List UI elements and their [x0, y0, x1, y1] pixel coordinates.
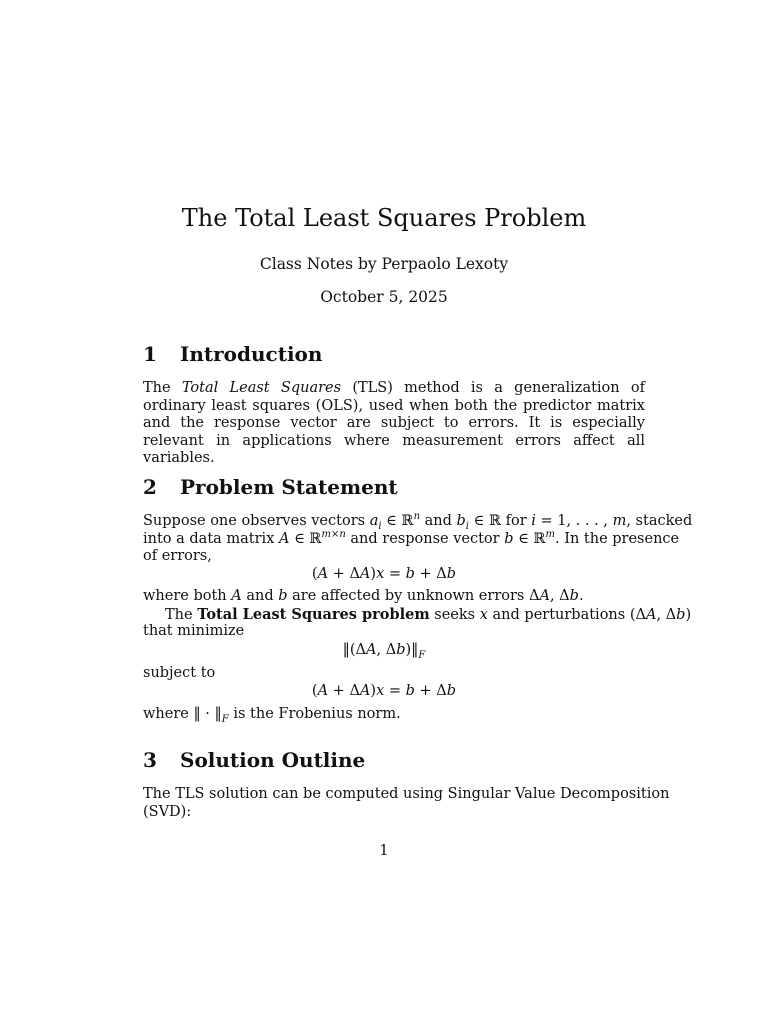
text-run: and [420, 513, 457, 529]
page-number: 1 [379, 843, 389, 859]
section-heading-problem-statement [143, 474, 398, 500]
tls-problem-line-2: that minimize [143, 623, 245, 639]
text-run: where both [143, 588, 232, 604]
math-inline: b ∈ ℝ$^m$ [504, 528, 556, 547]
text-run: for [501, 513, 532, 529]
text-run: and [241, 588, 279, 604]
text-run: Suppose one observes vectors [143, 513, 370, 529]
section-number: 1 [143, 342, 157, 366]
problem-line-2 [143, 528, 680, 549]
text-run: The [165, 606, 198, 623]
section-title: Problem Statement [180, 475, 398, 499]
equation-constraint: (A + ΔA)x = b + Δb [311, 683, 457, 699]
text-run: The [143, 380, 182, 396]
math-inline: i = 1, . . . , m [531, 513, 627, 529]
text-run: . In the presence [555, 530, 680, 547]
section-number: 2 [143, 475, 157, 499]
text-run: and response vector [345, 530, 505, 547]
frobenius-note-line: where ‖ · $‖_F$ is the Frobenius norm. [143, 706, 401, 725]
text-run: , stacked [626, 513, 693, 529]
problem-line-1 [143, 513, 692, 531]
problem-where-line: where both A and b are affected by unknown errors ΔA, Δb. [143, 588, 584, 604]
math-inline: $a_i$ ∈ ℝ$^n$ [369, 511, 421, 532]
math-inline: $b_i$ ∈ ℝ [456, 513, 502, 532]
text-run: and perturbations [487, 606, 630, 623]
section-title: Introduction [180, 342, 323, 366]
solution-line-1: The TLS solution can be computed using Singular Value Decomposition [143, 786, 670, 802]
author-line: Class Notes by Perpaolo Lexoty [259, 255, 509, 273]
equation-perturbed-system: (A + ΔA)x = b + Δb [311, 566, 457, 582]
text-run: is the Frobenius norm. [228, 706, 401, 722]
text-run: are affected by unknown errors [287, 588, 529, 604]
section-number: 3 [143, 748, 157, 772]
problem-line-3: of errors, [143, 548, 212, 564]
subject-to-line: subject to [143, 665, 216, 681]
text-run: seeks [429, 606, 480, 623]
section-title: Solution Outline [180, 748, 366, 772]
bold-term: Total Least Squares problem [197, 605, 430, 623]
solution-line-2: (SVD): [143, 803, 192, 820]
math-inline: A ∈ ℝ$^{m\times n}$ [278, 528, 346, 547]
text-run: (TLS) method is a generalization of ordinary least squares (OLS), used when both the predictor matrix and the response vector are subject to errors. It is especially relevant in applications where measurement errors affect all variables. [143, 380, 645, 466]
tls-problem-line-1: The Total Least Squares problem seeks x and perturbations (ΔA, Δb) [165, 605, 692, 623]
date-line: October 5, 2025 [320, 288, 448, 306]
paper-title: The Total Least Squares Problem [181, 204, 587, 232]
text-run: into a data matrix [143, 530, 279, 547]
text-run: where [143, 706, 194, 722]
section-heading-solution-outline [143, 747, 365, 773]
equation-frobenius-objective: ‖(ΔA, $\Delta b)‖_F$ [342, 642, 426, 661]
section-heading-introduction [143, 341, 322, 367]
emphasis-text: Total Least Squares [181, 380, 342, 396]
intro-paragraph [143, 380, 645, 468]
